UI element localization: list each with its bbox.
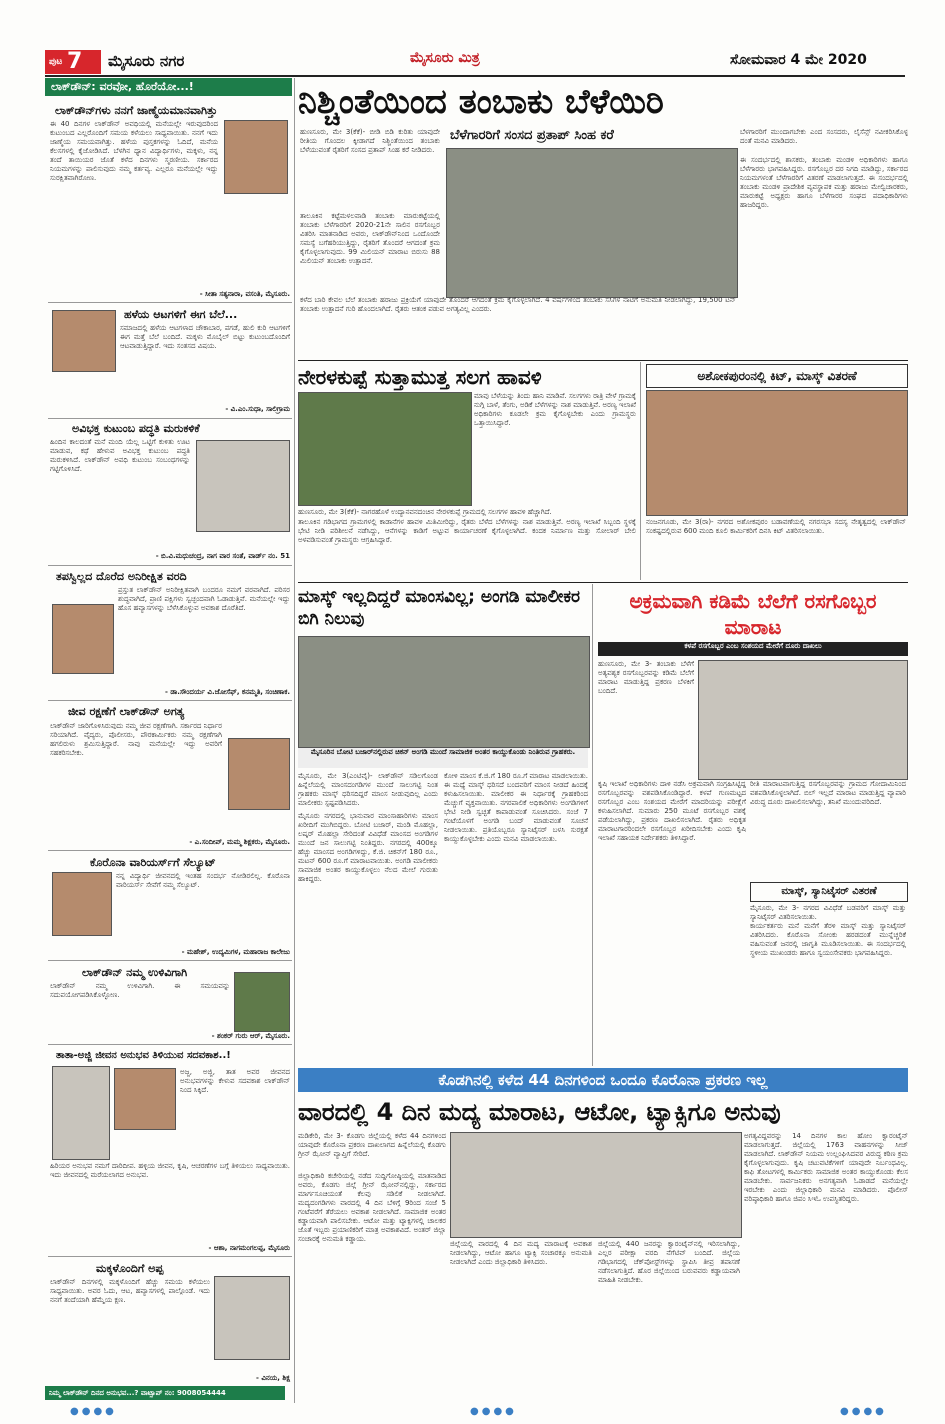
family-photo <box>196 440 290 532</box>
story7-headline: ವಾರದಲ್ಲಿ 4 ದಿನ ಮದ್ಯ ಮಾರಾಟ, ಆಟೋ, ಟ್ಯಾಕ್ಸಿಗೂ ಅನುವು <box>298 1098 781 1126</box>
story5-photo <box>698 660 908 780</box>
page-label: ಪುಟ <box>49 57 63 67</box>
left-item-body: ಲಾಕ್‌ಡೌನ್ ದಿನಗಳಲ್ಲಿ ಮಕ್ಕಳೊಂದಿಗೆ ಹೆಚ್ಚು ಸಮಯ ಕಳೆಯಲು ಸಾಧ್ಯವಾಯಿತು. ಅವರ ಓದು, ಆಟ, ಹವ್ಯಾಸಗಳಲ್ಲಿ ಪಾಲ್ಗೊಂಡೆ. ಇದು ನನಗೆ ತಂದೆಯಾಗಿ ಹೆಮ್ಮೆಯ ಕ್ಷಣ. <box>50 1278 210 1304</box>
story1-subhead: ಬೆಳೆಗಾರರಿಗೆ ಸಂಸದ ಪ್ರತಾಪ್ ಸಿಂಹ ಕರೆ <box>450 128 614 143</box>
story1-body-cont: ತಾಲೂಕಿನ ಕಟ್ಟೆಮಳಲವಾಡಿ ತಂಬಾಕು ಮಾರುಕಟ್ಟೆಯಲ್ಲಿ ತಂಬಾಕು ಬೆಳೆಗಾರರಿಗೆ 2020-21ನೇ ಸಾಲಿನ ರಸಗೊಬ್ಬರ ವಿತರಿಸಿ ಮಾತನಾಡಿದ ಅವರು, ಲಾಕ್‌ಡೌನ್‌ನಿಂದ ಒಂದೊಂದೇ ಸಮಸ್ಯೆ ಬಗೆಹರಿಯುತ್ತಿದ್ದು, ರೈತರಿಗೆ ತೊಂದರೆ ಆಗದಂತೆ ಕ್ರಮ ಕೈಗೊಳ್ಳಲಾಗುವುದು. 99 ಮಿಲಿಯನ್ ಮಾರಾಟ ಬಿರುಸು 88 ಮಿಲಿಯನ್ ತಂಬಾಕು ಉತ್ಪಾದನೆ. <box>300 212 440 265</box>
author-photo <box>228 738 290 810</box>
story5-body-col2: ರೀತಿ ಮಾರಾಟವಾಗುತ್ತಿದ್ದ ರಸಗೊಬ್ಬರವನ್ನು ಗ್ರಾಮದ ಗೋದಾಮಿನಿಂದ ವಶಪಡಿಸಿಕೊಳ್ಳಲಾಗಿದೆ. ಬಿಲ್ ಇಲ್ಲದೆ ಮಾರಾಟ ಮಾಡುತ್ತಿದ್ದ ವ್ಯಾಪಾರಿ ವಿರುದ್ಧ ದೂರು ದಾಖಲಿಸಲಾಗಿದ್ದು, ತನಿಖೆ ಮುಂದುವರಿದಿದೆ. <box>750 780 906 806</box>
left-item-byline: - ಡಾ.ಸೌಂದರ್ಯ ವಿ.ಜೋಸೆಫ್, ಕನಮ್ಮತಿ, ಸಂಚಿಣಾಕ. <box>165 688 290 696</box>
left-item-title: ತಾತಾ-ಅಜ್ಜಿ ಜೀವನ ಅನುಭವ ತಿಳಿಯುವ ಸದವಕಾಶ..! <box>56 1050 231 1061</box>
story4-body-col2: ಕೋಳಿ ಮಾಂಸ ಕೆ.ಜಿ.ಗೆ 180 ರೂ.ಗೆ ಮಾರಾಟ ಮಾಡಲಾಯಿತು. ಈ ಮಧ್ಯೆ ಮಾಸ್ಕ್ ಧರಿಸದೆ ಬಂದವರಿಗೆ ಮಾಂಸ ನೀಡದೆ ಹಿಂದಕ್ಕೆ ಕಳುಹಿಸಲಾಯಿತು. ಮಾಲೀಕರ ಈ ನಿರ್ಧಾರಕ್ಕೆ ಗ್ರಾಹಕರಿಂದ ಮೆಚ್ಚುಗೆ ವ್ಯಕ್ತವಾಯಿತು. ನಗರಪಾಲಿಕೆ ಅಧಿಕಾರಿಗಳು ಅಂಗಡಿಗಳಿಗೆ ಭೇಟಿ ನೀಡಿ ಸ್ವಚ್ಛತೆ ಕಾಪಾಡುವಂತೆ ಸೂಚಿಸಿದರು. ಸಂಜೆ 7 ಗಂಟೆಯೊಳಗೆ ಅಂಗಡಿ ಬಂದ್ ಮಾಡುವಂತೆ ಸೂಚನೆ ನೀಡಲಾಯಿತು. ಪ್ರತಿಯೊಬ್ಬರೂ ಸ್ಯಾನಿಟೈಸರ್ ಬಳಸಿ ಸುರಕ್ಷತೆ ಕಾಯ್ದುಕೊಳ್ಳಬೇಕು ಎಂದು ಮನವಿ ಮಾಡಲಾಯಿತು. <box>444 772 588 843</box>
divider <box>48 1256 292 1257</box>
divider <box>48 302 292 303</box>
left-item-body: ಹಿಂದಿನ ಕಾಲದಂತೆ ಮನೆ ಮಂದಿ ಯೆಲ್ಲ ಒಟ್ಟಿಗೆ ಕುಳಿತು ಊಟ ಮಾಡುವ, ಕಥೆ ಹೇಳುವ ಅವಿಭಕ್ತ ಕುಟುಂಬ ಪದ್ಧತಿ ಮರುಕಳಿಸಿದೆ. ಲಾಕ್‌ಡೌನ್ ಅವಧಿ ಕುಟುಂಬ ಸಂಬಂಧಗಳನ್ನು ಗಟ್ಟಿಗೊಳಿಸಿದೆ. <box>50 438 190 473</box>
divider <box>48 565 292 566</box>
story4-caption: ಮೈಸೂರಿನ ಬೋಟಿ ಬಜಾರ್‌ನಲ್ಲಿರುವ ಚಿಕನ್ ಅಂಗಡಿ ಮುಂದೆ ಸಾಮಾಜಿಕ ಅಂತರ ಕಾಯ್ದುಕೊಂಡು ನಿಂತಿರುವ ಗ್ರಾಹಕರು. <box>298 748 588 768</box>
left-item-body: ಸಮಾಜದಲ್ಲಿ ಹಳೆಯ ಆಟಗಳಾದ ಚೌಕಾಬಾರ, ಪಗಡೆ, ಹುಲಿ ಕುರಿ ಆಟಗಳಿಗೆ ಈಗ ಮತ್ತೆ ಬೆಲೆ ಬಂದಿದೆ. ಮಕ್ಕಳು ಮೊಬೈಲ್ ಬಿಟ್ಟು ಕುಟುಂಬದೊಂದಿಗೆ ಆಟವಾಡುತ್ತಿದ್ದಾರೆ. ಇದು ಸಂತಸದ ವಿಷಯ. <box>120 324 290 350</box>
story7-body-col3: ಜಿಲ್ಲೆಯಲ್ಲಿ 440 ಜನರನ್ನು ಕ್ವಾರಂಟೈನ್‌ನಲ್ಲಿ ಇರಿಸಲಾಗಿದ್ದು, ಎಲ್ಲರ ಪರೀಕ್ಷಾ ವರದಿ ನೆಗೆಟಿವ್ ಬಂದಿದೆ. ಜಿಲ್ಲೆಯ ಗಡಿಭಾಗದಲ್ಲಿ ಚೆಕ್‌ಪೋಸ್ಟ್‌ಗಳನ್ನು ಸ್ಥಾಪಿಸಿ ತೀವ್ರ ತಪಾಸಣೆ ನಡೆಸಲಾಗುತ್ತಿದೆ. ಹೊರ ಜಿಲ್ಲೆಯಿಂದ ಬರುವವರು ಕಡ್ಡಾಯವಾಗಿ ಮಾಹಿತಿ ನೀಡಬೇಕು. <box>598 1240 740 1284</box>
divider <box>48 1044 292 1045</box>
story7-body-col4: ಅಗತ್ಯವಿದ್ದವರನ್ನು 14 ದಿನಗಳ ಕಾಲ ಹೋಂ ಕ್ವಾರಂಟೈನ್ ಮಾಡಲಾಗುತ್ತದೆ. ಜಿಲ್ಲೆಯಲ್ಲಿ 1763 ವಾಹನಗಳನ್ನು ಸೀಜ್ ಮಾಡಲಾಗಿದೆ. ಲಾಕ್‌ಡೌನ್ ನಿಯಮ ಉಲ್ಲಂಘಿಸಿದವರ ವಿರುದ್ಧ ಕಠಿಣ ಕ್ರಮ ಕೈಗೊಳ್ಳಲಾಗುವುದು. ಕೃಷಿ ಚಟುವಟಿಕೆಗಳಿಗೆ ಯಾವುದೇ ನಿರ್ಬಂಧವಿಲ್ಲ. ಕಾಫಿ ತೋಟಗಳಲ್ಲಿ ಕಾರ್ಮಿಕರು ಸಾಮಾಜಿಕ ಅಂತರ ಕಾಯ್ದುಕೊಂಡು ಕೆಲಸ ಮಾಡಬೇಕು. ಸಾರ್ವಜನಿಕರು ಅನಗತ್ಯವಾಗಿ ಓಡಾಡದೆ ಮನೆಯಲ್ಲೇ ಇರಬೇಕು ಎಂದು ಜಿಲ್ಲಾಧಿಕಾರಿ ಮನವಿ ಮಾಡಿದರು. ಪೊಲೀಸ್ ವರಿಷ್ಠಾಧಿಕಾರಿ ಹಾಗೂ ಜಿಪಂ ಸಿಇಓ ಉಪಸ್ಥಿತರಿದ್ದರು. <box>744 1132 908 1203</box>
author-photo <box>52 604 114 674</box>
story5-headline: ಅಕ್ರಮವಾಗಿ ಕಡಿಮೆ ಬೆಲೆಗೆ ರಸಗೊಬ್ಬರ ಮಾರಾಟ <box>629 589 877 639</box>
story5-subhead: ಕಳಪೆ ರಸಗೊಬ್ಬರ ಎಂಬ ಸಂಶಯದ ಮೇರೆಗೆ ದೂರು ದಾಖಲು <box>598 642 908 656</box>
story2-body-side: ಮಾವು ಬೆಳೆಯನ್ನು ತಿಂದು ಹಾನಿ ಮಾಡಿವೆ. ಸಲಗಗಳು ರಾತ್ರಿ ವೇಳೆ ಗ್ರಾಮಕ್ಕೆ ನುಗ್ಗಿ ಬಾಳೆ, ತೆಂಗು, ಅಡಿಕೆ ಬೆಳೆಗಳನ್ನು ನಾಶ ಮಾಡುತ್ತಿವೆ. ಅರಣ್ಯ ಇಲಾಖೆ ಅಧಿಕಾರಿಗಳು ಕೂಡಲೇ ಕ್ರಮ ಕೈಗೊಳ್ಳಬೇಕು ಎಂದು ಗ್ರಾಮಸ್ಥರು ಒತ್ತಾಯಿಸಿದ್ದಾರೆ. <box>474 392 636 427</box>
story3-body: ನಂಜನಗೂಡು, ಮೇ 3(ರಾ)- ನಗರದ ಅಶೋಕಪುರಂ ಬಡಾವಣೆಯಲ್ಲಿ ನಗರಸಭಾ ಸದಸ್ಯ ನೇತೃತ್ವದಲ್ಲಿ ಲಾಕ್‌ಡೌನ್ ಸಂಕಷ್ಟದಲ್ಲಿರುವ 600 ಮಂದಿ ಕೂಲಿ ಕಾರ್ಮಿಕರಿಗೆ ದಿನಸಿ ಕಿಟ್ ವಿತರಿಸಲಾಯಿತು. <box>646 518 906 535</box>
left-item-body: ಪ್ರಸ್ತುತ ಲಾಕ್‌ಡೌನ್ ಅನಿರೀಕ್ಷಿತವಾಗಿ ಬಂದರೂ ನಮಗೆ ವರವಾಗಿದೆ. ಪರಿಸರ ಶುದ್ಧವಾಗಿದೆ, ಪ್ರಾಣಿ ಪಕ್ಷಿಗಳು ಸ್ವಚ್ಛಂದವಾಗಿ ಓಡಾಡುತ್ತಿವೆ. ಮನೆಯಲ್ಲೇ ಇದ್ದು ಹೊಸ ಹವ್ಯಾಸಗಳನ್ನು ಬೆಳೆಸಿಕೊಳ್ಳುವ ಅವಕಾಶ ದೊರೆತಿದೆ. <box>118 586 290 612</box>
story5-body: ಹುಣಸೂರು, ಮೇ 3- ತಂಬಾಕು ಬೆಳೆಗೆ ಅತ್ಯವಶ್ಯಕ ರಸಗೊಬ್ಬರವನ್ನು ಕಡಿಮೆ ಬೆಲೆಗೆ ಮಾರಾಟ ಮಾಡುತ್ತಿದ್ದ ಪ್ರಕರಣ ಬೆಳಕಿಗೆ ಬಂದಿದೆ. <box>598 660 694 695</box>
story7-body-cont: ಜಿಲ್ಲಾಧಿಕಾರಿ ಕಚೇರಿಯಲ್ಲಿ ನಡೆದ ಸುದ್ದಿಗೋಷ್ಠಿಯಲ್ಲಿ ಮಾತನಾಡಿದ ಅವರು, ಕೊಡಗು ಜಿಲ್ಲೆ ಗ್ರೀನ್ ಝೋನ್‌ನಲ್ಲಿದ್ದು, ಸರ್ಕಾರದ ಮಾರ್ಗಸೂಚಿಯಂತೆ ಕೆಲವು ಸಡಿಲಿಕೆ ನೀಡಲಾಗಿದೆ. ಮದ್ಯದಂಗಡಿಗಳು ವಾರದಲ್ಲಿ 4 ದಿನ ಬೆಳಿಗ್ಗೆ 9ರಿಂದ ಸಂಜೆ 5 ಗಂಟೆವರೆಗೆ ತೆರೆಯಲು ಅವಕಾಶ ನೀಡಲಾಗಿದೆ. ಸಾಮಾಜಿಕ ಅಂತರ ಕಡ್ಡಾಯವಾಗಿ ಪಾಲಿಸಬೇಕು. ಆಟೋ ಮತ್ತು ಟ್ಯಾಕ್ಸಿಗಳಲ್ಲಿ ಚಾಲಕರ ಜೊತೆ ಇಬ್ಬರು ಪ್ರಯಾಣಿಕರಿಗೆ ಮಾತ್ರ ಅವಕಾಶವಿದೆ. ಅಂತರ್ ಜಿಲ್ಲಾ ಸಂಚಾರಕ್ಕೆ ಅನುಮತಿ ಕಡ್ಡಾಯ. <box>298 1172 446 1243</box>
story3-photo <box>646 390 908 516</box>
left-item-byline: - ವಿ.ಎಂ.ಸುಧಾ, ಸಾಲಿಗ್ರಾಮ <box>225 405 290 413</box>
story4-body-cont: ಮೈಸೂರು ನಗರದಲ್ಲಿ ಭಾನುವಾರ ಮಾಂಸಾಹಾರಿಗಳು ಮಾಂಸ ಖರೀದಿಗೆ ಮುಗಿಬಿದ್ದರು. ಬೋಟಿ ಬಜಾರ್, ಮಂಡಿ ಮೊಹಲ್ಲಾ, ಲಷ್ಕರ್ ಮೊಹಲ್ಲಾ ಸೇರಿದಂತೆ ವಿವಿಧೆಡೆ ಮಾಂಸದ ಅಂಗಡಿಗಳ ಮುಂದೆ ಜನ ಸಾಲುಗಟ್ಟಿ ನಿಂತಿದ್ದರು. ನಗರದಲ್ಲಿ 400ಕ್ಕೂ ಹೆಚ್ಚು ಮಾಂಸದ ಅಂಗಡಿಗಳಿದ್ದು, ಕೆ.ಜಿ. ಚಿಕನ್‌ಗೆ 180 ರೂ., ಮಟನ್ 600 ರೂ.ಗೆ ಮಾರಾಟವಾಯಿತು. ಅಂಗಡಿ ಮಾಲೀಕರು ಸಾಮಾಜಿಕ ಅಂತರ ಕಾಯ್ದುಕೊಳ್ಳಲು ನೆಲದ ಮೇಲೆ ಗುರುತು ಹಾಕಿದ್ದರು. <box>298 812 438 883</box>
left-item-title: ಹಳೆಯ ಆಟಗಳಿಗೆ ಈಗ ಬೆಲೆ... <box>124 308 238 321</box>
column-divider <box>592 584 593 1066</box>
left-item-byline: - ಎ.ಸಂದೀಪ್, ಮಮ್ಮ ಶಿಕ್ಷಕರು, ಮೈಸೂರು. <box>189 838 290 846</box>
story2-body: ಹುಣಸೂರು, ಮೇ 3(ಕೆಕೆ)- ನಾಗರಹೊಳೆ ಉದ್ಯಾನವನದಂಚಿನ ನೇರಳಕುಪ್ಪೆ ಗ್ರಾಮದಲ್ಲಿ ಸಲಗಗಳ ಹಾವಳಿ ಹೆಚ್ಚಾಗಿದೆ. <box>298 508 552 516</box>
story2-photo <box>298 392 472 506</box>
left-item-body-2: ಹಿರಿಯರ ಅನುಭವ ನಮಗೆ ದಾರಿದೀಪ. ಹಳ್ಳಿಯ ಜೀವನ, ಕೃಷಿ, ಆಚರಣೆಗಳ ಬಗ್ಗೆ ತಿಳಿಯಲು ಸಾಧ್ಯವಾಯಿತು. ಇದು ಜೀವನದಲ್ಲಿ ಮರೆಯಲಾಗದ ಅನುಭವ. <box>50 1162 290 1179</box>
author-photo <box>52 872 112 936</box>
author-photo <box>224 120 288 194</box>
story-divider <box>298 360 908 361</box>
story6-body-cont: ಕಾರ್ಯಕರ್ತರು ಮನೆ ಮನೆಗೆ ತೆರಳಿ ಮಾಸ್ಕ್ ಮತ್ತು ಸ್ಯಾನಿಟೈಸರ್ ವಿತರಿಸಿದರು. ಕೊರೊನಾ ಸೋಂಕು ಹರಡದಂತೆ ಮುನ್ನೆಚ್ಚರಿಕೆ ವಹಿಸುವಂತೆ ಜನರಲ್ಲಿ ಜಾಗೃತಿ ಮೂಡಿಸಲಾಯಿತು. ಈ ಸಂದರ್ಭದಲ್ಲಿ ಸ್ಥಳೀಯ ಮುಖಂಡರು ಹಾಗೂ ಸ್ವಯಂಸೇವಕರು ಭಾಗವಹಿಸಿದ್ದರು. <box>750 922 906 957</box>
story2-headline: ನೇರಳಕುಪ್ಪೆ ಸುತ್ತಾಮುತ್ತ ಸಲಗ ಹಾವಳಿ <box>298 365 542 389</box>
left-item-byline: - ಶಂಕರ್ ಗುರು ಆರ್, ಮೈಸೂರು. <box>211 1032 290 1040</box>
story1-body: ಹುಣಸೂರು, ಮೇ 3(ಕೆಕೆ)- ಬೀಡಿ ಬಿಡಿ ಕುರಿತು ಯಾವುದೇ ರೀತಿಯ ಗೊಂದಲ ಕ್ಕೀಡಾಗದೆ ನಿಶ್ಚಿಂತೆಯಿಂದ ತಂಬಾಕು ಬೆಳೆಯುವಂತೆ ರೈತರಿಗೆ ಸಂಸದ ಪ್ರತಾಪ್ ಸಿಂಹ ಕರೆ ನೀಡಿದರು. <box>300 128 440 154</box>
left-item-body: ಈ 40 ದಿನಗಳ ಲಾಕ್‌ಡೌನ್ ಅವಧಿಯಲ್ಲಿ ಮನೆಯಲ್ಲೇ ಇರುವುದರಿಂದ ಕುಟುಂಬದ ಎಲ್ಲರೊಂದಿಗೆ ಸಮಯ ಕಳೆಯಲು ಸಾಧ್ಯವಾಯಿತು. ನನಗೆ ಇದು ಜಾಣ್ಮೆಯ ಸಮಯವಾಗಿತ್ತು. ಹಳೆಯ ಪುಸ್ತಕಗಳನ್ನು ಓದಿದೆ, ಮನೆಯ ಕೆಲಸಗಳಲ್ಲಿ ಕೈಜೋಡಿಸಿದೆ. ಬೆಳಗಿನ ಧ್ಯಾನ ವಿದ್ಯಾರ್ಥಿಗಳು, ಮಕ್ಕಳು, ನನ್ನ ತಂದೆ ತಾಯಿಯರ ಜೊತೆ ಕಳೆದ ದಿನಗಳು ಸ್ಮರಣೀಯ. ಸರ್ಕಾರದ ನಿಯಮಗಳನ್ನು ಪಾಲಿಸುವುದು ನಮ್ಮ ಕರ್ತವ್ಯ. ಎಲ್ಲರೂ ಮನೆಯಲ್ಲೇ ಇದ್ದು ಸುರಕ್ಷಿತವಾಗಿರೋಣ. <box>50 120 218 182</box>
story7-body-col2: ಜಿಲ್ಲೆಯಲ್ಲಿ ವಾರದಲ್ಲಿ 4 ದಿನ ಮದ್ಯ ಮಾರಾಟಕ್ಕೆ ಅವಕಾಶ ನೀಡಲಾಗಿದ್ದು, ಆಟೋ ಹಾಗೂ ಟ್ಯಾಕ್ಸಿ ಸಂಚಾರಕ್ಕೂ ಅನುಮತಿ ನೀಡಲಾಗಿದೆ ಎಂದು ಜಿಲ್ಲಾಧಿಕಾರಿ ತಿಳಿಸಿದರು. <box>450 1240 592 1266</box>
divider <box>48 418 292 419</box>
divider <box>48 850 292 851</box>
left-item-title: ಲಾಕ್‌ಡೌನ್ ನಮ್ಮ ಉಳಿವಿಗಾಗಿ <box>82 966 188 979</box>
left-item-title: ತಪಸ್ವಿಲ್ಲದ ದೊರೆದ ಅನಿರೀಕ್ಷಿತ ವರದಿ <box>56 570 187 583</box>
masthead-rule <box>45 75 905 77</box>
left-item-body: ಲಾಕ್‌ಡೌನ್ ನಮ್ಮ ಉಳಿವಿಗಾಗಿ. ಈ ಸಮಯವನ್ನು ಸದುಪಯೋಗಪಡಿಸಿಕೊಳ್ಳೋಣ. <box>50 982 230 999</box>
left-column-title: ಲಾಕ್‌ಡೌನ್: ವರವೋ, ಹೊರೆಯೋ...! <box>45 78 292 96</box>
divider <box>48 960 292 961</box>
issue-date: ಸೋಮವಾರ 4 ಮೇ 2020 <box>730 52 867 68</box>
left-item-byline: - ವಿನಯ, ಶಿಕ್ಷ <box>256 1374 290 1382</box>
story5-body-col1: ಕೃಷಿ ಇಲಾಖೆ ಅಧಿಕಾರಿಗಳು ದಾಳಿ ನಡೆಸಿ ಅಕ್ರಮವಾಗಿ ಸಂಗ್ರಹಿಸಿಟ್ಟಿದ್ದ ರಸಗೊಬ್ಬರವನ್ನು ವಶಪಡಿಸಿಕೊಂಡಿದ್ದಾರೆ. ಕಳಪೆ ಗುಣಮಟ್ಟದ ರಸಗೊಬ್ಬರ ಎಂಬ ಸಂಶಯದ ಮೇರೆಗೆ ಮಾದರಿಯನ್ನು ಪರೀಕ್ಷೆಗೆ ಕಳುಹಿಸಲಾಗಿದೆ. ಸುಮಾರು 250 ಮೂಟೆ ರಸಗೊಬ್ಬರ ವಶಕ್ಕೆ ಪಡೆಯಲಾಗಿದ್ದು, ಪ್ರಕರಣ ದಾಖಲಿಸಲಾಗಿದೆ. ರೈತರು ಅಧಿಕೃತ ಮಾರಾಟಗಾರರಿಂದಲೇ ರಸಗೊಬ್ಬರ ಖರೀದಿಸಬೇಕು ಎಂದು ಕೃಷಿ ಇಲಾಖೆ ಸಹಾಯಕ ನಿರ್ದೇಶಕರು ತಿಳಿಸಿದ್ದಾರೆ. <box>598 780 746 842</box>
story6-body: ಮೈಸೂರು, ಮೇ 3- ನಗರದ ವಿವಿಧೆಡೆ ಬಡವರಿಗೆ ಮಾಸ್ಕ್ ಮತ್ತು ಸ್ಯಾನಿಟೈಸರ್ ವಿತರಿಸಲಾಯಿತು. <box>750 904 906 921</box>
story1-body3: ಕಳೆದ ಬಾರಿ ಕೇವಲ ಬೆಲೆ ತಂಬಾಕು ಹರಾಜು ಪ್ರಕ್ರಿಯೆಗೆ ಯಾವುದೇ ತೊಂದರೆ ಆಗದಂತೆ ಕ್ರಮ ಕೈಗೊಳ್ಳಲಾಗಿದೆ. 4 ವರ್ಷಗಳಿಂದ ತಂಬಾಕು ಸಸಿಗಳ ನಾಟಿಗೆ ಅನುಮತಿ ನೀಡಲಾಗಿದ್ದು, 19,500 ಟನ್ ತಂಬಾಕು ಉತ್ಪಾದನೆ ಗುರಿ ಹೊಂದಲಾಗಿದೆ. ರೈತರು ಆತಂಕ ಪಡುವ ಅಗತ್ಯವಿಲ್ಲ ಎಂದರು. <box>300 296 736 313</box>
author-photo <box>234 972 290 1032</box>
left-item-title: ಅವಿಭಕ್ತ ಕುಟುಂಬ ಪದ್ಧತಿ ಮರುಕಳಿಕೆ <box>72 422 200 435</box>
story2-body-cont: ತಾಲೂಕಿನ ಗಡಿಭಾಗದ ಗ್ರಾಮಗಳಲ್ಲಿ ಕಾಡಾನೆಗಳ ಹಾವಳಿ ಮಿತಿಮೀರಿದ್ದು, ರೈತರು ಬೆಳೆದ ಬೆಳೆಗಳನ್ನು ನಾಶ ಮಾಡುತ್ತಿವೆ. ಅರಣ್ಯ ಇಲಾಖೆ ಸಿಬ್ಬಂದಿ ಸ್ಥಳಕ್ಕೆ ಭೇಟಿ ನೀಡಿ ಪರಿಶೀಲನೆ ನಡೆಸಿದ್ದು, ಆನೆಗಳನ್ನು ಕಾಡಿಗೆ ಅಟ್ಟುವ ಕಾರ್ಯಾಚರಣೆ ಕೈಗೊಳ್ಳಲಾಗಿದೆ. ಕಂದಕ ನಿರ್ಮಾಣ ಮತ್ತು ಸೋಲಾರ್ ಬೇಲಿ ಅಳವಡಿಸುವಂತೆ ಗ್ರಾಮಸ್ಥರು ಆಗ್ರಹಿಸಿದ್ದಾರೆ. <box>298 518 636 544</box>
story-divider <box>298 582 908 583</box>
story7-body: ಮಡಿಕೇರಿ, ಮೇ 3- ಕೊಡಗು ಜಿಲ್ಲೆಯಲ್ಲಿ ಕಳೆದ 44 ದಿನಗಳಿಂದ ಯಾವುದೇ ಕೊರೊನಾ ಪ್ರಕರಣ ದಾಖಲಾಗದ ಹಿನ್ನೆಲೆಯಲ್ಲಿ ಕೊಡಗು ಗ್ರೀನ್ ಝೋನ್ ವ್ಯಾಪ್ತಿಗೆ ಸೇರಿದೆ. <box>298 1132 446 1158</box>
family-photo <box>52 1066 110 1160</box>
left-item-body: ಅಜ್ಜ, ಅಜ್ಜಿ, ತಾತ ಅವರ ಜೀವನದ ಅನುಭವಗಳನ್ನು ಕೇಳುವ ಸದವಕಾಶ ಲಾಕ್‌ಡೌನ್ ನಿಂದ ಸಿಕ್ಕಿದೆ. <box>180 1068 290 1094</box>
author-photo <box>52 310 116 372</box>
story4-headline: ಮಾಸ್ಕ್ ಇಲ್ಲದಿದ್ದರೆ ಮಾಂಸವಿಲ್ಲ; ಅಂಗಡಿ ಮಾಲೀಕರ ಬಿಗಿ ನಿಲುವು <box>298 587 580 629</box>
left-item-title: ಕೊರೊನಾ ವಾರಿಯರ್ಸ್‌ಗೆ ಸೆಲ್ಯೂಟ್ <box>90 856 216 869</box>
story1-body2: ಬೆಳಗಾರರಿಗೆ ಮುಂದಾಗಬೇಕು ಎಂದ ಸಂಸದರು, ಲೈಸೆನ್ಸ್ ನವೀಕರಿಸಿಕೊಳ್ಳ ದಂತೆ ಮನವಿ ಮಾಡಿದರು. <box>740 128 908 145</box>
column-divider <box>294 78 295 1403</box>
left-item-byline: - ಆಶಾ, ನಾಗಮಂಗಲಪ್ಪ, ಮೈಸೂರು <box>208 1244 290 1252</box>
page-number: 7 <box>67 49 83 74</box>
left-item-title: ಮಕ್ಕಳೊಂದಿಗೆ ಅಪ್ಪ <box>96 1262 164 1275</box>
left-item-body: ನನ್ನ ವಿದ್ಯಾರ್ಥಿ ಜೀವನದಲ್ಲಿ ಇಂತಹ ಸಂದರ್ಭ ನೋಡಿರಲಿಲ್ಲ. ಕೊರೊನಾ ವಾರಿಯರ್ಸ್ ಸೇವೆಗೆ ನಮ್ಮ ಸೆಲ್ಯೂಟ್. <box>116 872 290 889</box>
story3-headline: ಅಶೋಕಪುರಂನಲ್ಲಿ ಕಿಟ್, ಮಾಸ್ಕ್ ವಿತರಣೆ <box>646 364 908 388</box>
author-photo <box>114 1068 176 1130</box>
left-item-title: ಜೀವ ರಕ್ಷಣೆಗೆ ಲಾಕ್‌ಡೌನ್ ಅಗತ್ಯ <box>68 705 185 718</box>
story4-body: ಮೈಸೂರು, ಮೇ 3(ಎಂಟಿವೈ)- ಲಾಕ್‌ಡೌನ್ ಸಡಿಲಗೊಂಡ ಹಿನ್ನೆಲೆಯಲ್ಲಿ ಮಾಂಸದಂಗಡಿಗಳ ಮುಂದೆ ಸಾಲುಗಟ್ಟಿ ನಿಂತ ಗ್ರಾಹಕರು ಮಾಸ್ಕ್ ಧರಿಸದಿದ್ದರೆ ಮಾಂಸ ನೀಡುವುದಿಲ್ಲ ಎಂದು ಮಾಲೀಕರು ಸ್ಪಷ್ಟಪಡಿಸಿದರು. <box>298 772 438 807</box>
left-item-byline: - ಬಿ.ವಿ.ಮಧುಚಂದ್ರ, ನಾಗ ವಾರ ಸಂತೆ, ವಾರ್ಡ್ ನಂ. 51 <box>155 552 290 560</box>
family-photo <box>214 1276 290 1360</box>
paper-name: ಮೈಸೂರು ಮಿತ್ರ <box>410 50 480 66</box>
left-item-title: ಲಾಕ್‌ಡೌನ್‌ಗಳು ನನಗೆ ಜಾಣ್ಮೆಯಮಾನವಾಗಿತ್ತು <box>55 104 218 117</box>
story1-headline: ನಿಶ್ಚಿಂತೆಯಿಂದ ತಂಬಾಕು ಬೆಳೆಯಿರಿ <box>298 82 664 122</box>
print-registration-dots: ●●●● <box>70 1406 117 1417</box>
story7-band: ಕೊಡಗಿನಲ್ಲಿ ಕಳೆದ 44 ದಿನಗಳಿಂದ ಒಂದೂ ಕೊರೊನಾ ಪ್ರಕರಣ ಇಲ್ಲ <box>298 1068 908 1092</box>
print-registration-dots: ●●●● <box>470 1406 517 1417</box>
story6-headline: ಮಾಸ್ಕ್, ಸ್ಯಾನಿಟೈಸರ್ ವಿತರಣೆ <box>750 882 908 902</box>
divider <box>48 700 292 701</box>
left-item-byline: - ಸೀತಾ ಸತ್ಯನಾರಾ, ವಸಂತಿ, ಮೈಸೂರು. <box>199 290 290 298</box>
column-divider <box>640 362 641 580</box>
story1-body2-cont: ಈ ಸಂದರ್ಭದಲ್ಲಿ ಶಾಸಕರು, ತಂಬಾಕು ಮಂಡಳಿ ಅಧಿಕಾರಿಗಳು ಹಾಗೂ ಬೆಳೆಗಾರರು ಭಾಗವಹಿಸಿದ್ದರು. ರಸಗೊಬ್ಬರ ದರ ನಿಗದಿ ಮಾಡಿದ್ದು, ಸರ್ಕಾರದ ನಿಯಮಗಳಂತೆ ಬೆಳೆಗಾರರಿಗೆ ವಿತರಣೆ ಮಾಡಲಾಗುತ್ತದೆ. ಈ ಸಂದರ್ಭದಲ್ಲಿ ತಂಬಾಕು ಮಂಡಳಿ ಪ್ರಾದೇಶಿಕ ವ್ಯವಸ್ಥಾಪಕ ಮತ್ತು ಹರಾಜು ಮೇಲ್ವಿಚಾರಕರು, ಮಾರುಕಟ್ಟೆ ಅಧ್ಯಕ್ಷರು ಹಾಗೂ ಬೆಳೆಗಾರರ ಸಂಘದ ಪದಾಧಿಕಾರಿಗಳು ಹಾಜರಿದ್ದರು. <box>740 156 908 209</box>
page-number-box <box>45 50 101 74</box>
story1-photo <box>446 148 738 298</box>
print-registration-dots: ●●●● <box>840 1406 887 1417</box>
left-item-byline: - ಮಹೇಶ್, ಉದ್ಯಮಿಗಳ, ಮಹಾರಾಜ ಕಾಲೇಜು <box>181 948 290 956</box>
story7-photo <box>450 1132 742 1238</box>
section-title: ಮೈಸೂರು ನಗರ <box>108 52 185 70</box>
story4-photo <box>298 636 590 748</box>
left-item-body: ಲಾಕ್‌ಡೌನ್ ಜಾರಿಗೊಳಿಸಿರುವುದು ನಮ್ಮ ಜೀವ ರಕ್ಷಣೆಗಾಗಿ. ಸರ್ಕಾರದ ನಿರ್ಧಾರ ಸರಿಯಾಗಿದೆ. ವೈದ್ಯರು, ಪೊಲೀಸರು, ಪೌರಕಾರ್ಮಿಕರು ನಮ್ಮ ರಕ್ಷಣೆಗಾಗಿ ಹಗಲಿರುಳು ಶ್ರಮಿಸುತ್ತಿದ್ದಾರೆ. ನಾವು ಮನೆಯಲ್ಲೇ ಇದ್ದು ಅವರಿಗೆ ಸಹಕರಿಸಬೇಕು. <box>50 722 222 757</box>
left-footer-whatsapp: ನಿಮ್ಮ ಲಾಕ್‌ಡೌನ್ ದಿನದ ಅನುಭವ...? ವಾಟ್ಸಾಪ್ ನಂ: 9008054444 <box>45 1386 285 1400</box>
